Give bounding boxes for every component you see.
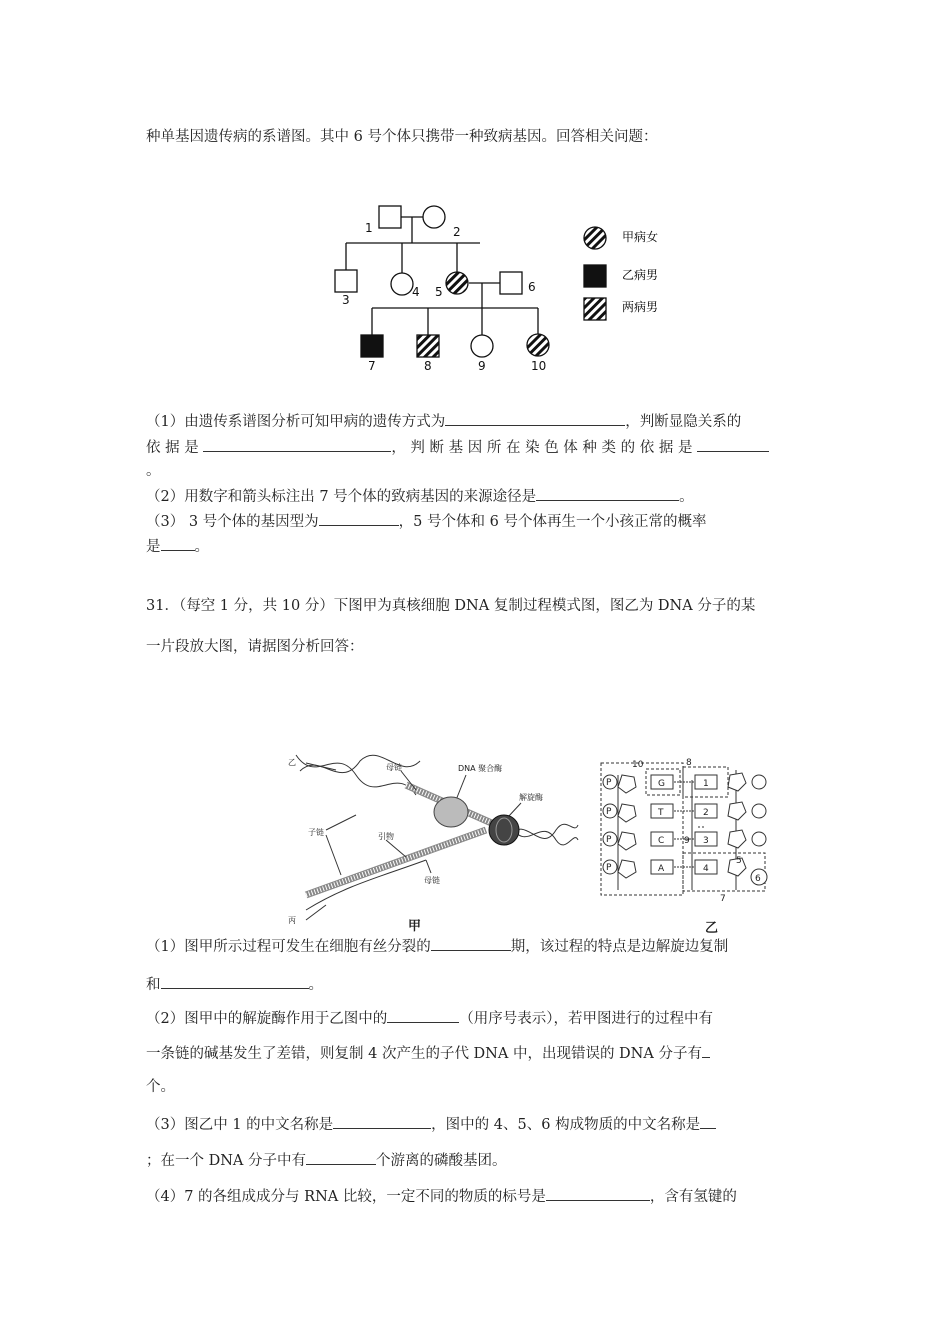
label-5: 5 bbox=[435, 285, 443, 299]
q30-part2: （2）用数字和箭头标注出 7 号个体的致病基因的来源途径是 。 bbox=[146, 486, 694, 507]
blank-q31-3[interactable] bbox=[387, 1008, 459, 1023]
legend-both-male-icon bbox=[584, 298, 606, 320]
yi-num-9: 9 bbox=[684, 836, 690, 846]
blank-q30-5[interactable] bbox=[319, 511, 399, 526]
yi-base-right-1: 1 bbox=[703, 779, 709, 789]
yi-phosphate-3: P bbox=[606, 835, 612, 845]
q31-s4-line1: （4）7 的各组成成分与 RNA 比较，一定不同的物质的标号是 ，含有氢键的 bbox=[146, 1186, 737, 1207]
figure-jia-caption: 甲 bbox=[408, 919, 422, 934]
pedigree-chart bbox=[330, 195, 710, 380]
jia-label-parent-bottom: 母链 bbox=[424, 876, 440, 885]
yi-base-right-3: 3 bbox=[703, 836, 709, 846]
q30-part3-line1: （3） 3 号个体的基因型为 ，5 号个体和 6 号个体再生一个小孩正常的概率 bbox=[146, 511, 706, 532]
jia-label-polymerase: DNA 聚合酶 bbox=[458, 764, 503, 773]
q31-heading-line1: 31．（每空 1 分，共 10 分）下图甲为真核细胞 DNA 复制过程模式图，图乙为 DNA 分子的某 bbox=[146, 598, 756, 614]
blank-q30-6[interactable] bbox=[161, 536, 195, 551]
jia-label-primer: 引物 bbox=[378, 832, 394, 841]
individual-1-male bbox=[379, 206, 401, 228]
individual-9-female bbox=[471, 335, 493, 357]
blank-q30-2[interactable] bbox=[203, 437, 391, 452]
q31-s1-line2: 和 。 bbox=[146, 974, 323, 995]
label-8: 8 bbox=[424, 359, 432, 373]
label-4: 4 bbox=[412, 285, 420, 299]
q31-s3-line1: （3）图乙中 1 的中文名称是 ，图中的 4、5、6 构成物质的中文名称是 bbox=[146, 1114, 716, 1135]
q31-heading-line2: 一片段放大图，请据图分析回答： bbox=[146, 639, 364, 655]
yi-num-5: 5 bbox=[736, 856, 742, 866]
q31-s3-line2: ；在一个 DNA 分子中有 个游离的磷酸基团。 bbox=[146, 1150, 507, 1171]
blank-q31-4[interactable] bbox=[702, 1043, 710, 1058]
intro-line: 种单基因遗传病的系谱图。其中 6 号个体只携带一种致病基因。回答相关问题： bbox=[146, 129, 658, 145]
yi-base-right-2: 2 bbox=[703, 808, 709, 818]
yi-num-7: 7 bbox=[720, 894, 726, 904]
legend-jia-female-icon bbox=[584, 227, 606, 249]
legend-yi-male-icon bbox=[584, 265, 606, 287]
q30-part1-line2: 依 据 是 ， 判 断 基 因 所 在 染 色 体 种 类 的 依 据 是 bbox=[146, 437, 769, 458]
individual-8-both-male bbox=[417, 335, 439, 357]
blank-q31-7[interactable] bbox=[306, 1150, 376, 1165]
label-6: 6 bbox=[528, 280, 536, 294]
figure-yi-dna-fragment bbox=[596, 755, 776, 905]
blank-q31-5[interactable] bbox=[333, 1114, 431, 1129]
jia-label-bing: 丙 bbox=[288, 916, 296, 925]
yi-base-left-3: C bbox=[658, 836, 665, 846]
legend-jia-female-label: 甲病女 bbox=[622, 230, 659, 244]
dna-polymerase-shape bbox=[434, 797, 468, 827]
q30-part1-line1: （1）由遗传系谱图分析可知甲病的遗传方式为 ，判断显隐关系的 bbox=[146, 411, 741, 432]
individual-7-yi-male bbox=[361, 335, 383, 357]
helicase-shape bbox=[489, 815, 519, 845]
yi-num-6: 6 bbox=[755, 874, 761, 884]
q30-part3-line2: 是 。 bbox=[146, 536, 209, 557]
yi-num-8: 8 bbox=[686, 758, 692, 768]
yi-phosphate-1: P bbox=[606, 778, 612, 788]
blank-q30-3[interactable] bbox=[697, 437, 769, 452]
label-9: 9 bbox=[478, 359, 486, 373]
figure-yi-caption: 乙 bbox=[705, 921, 719, 936]
yi-base-right-4: 4 bbox=[703, 864, 709, 874]
individual-6-male bbox=[500, 272, 522, 294]
individual-3-male bbox=[335, 270, 357, 292]
blank-q31-6[interactable] bbox=[700, 1114, 716, 1129]
individual-2-female bbox=[423, 206, 445, 228]
individual-10-jia-female bbox=[527, 334, 549, 356]
yi-base-left-1: G bbox=[658, 779, 665, 789]
jia-label-yi: 乙 bbox=[288, 758, 296, 767]
label-10: 10 bbox=[531, 359, 547, 373]
q31-s1-line1: （1）图甲所示过程可发生在细胞有丝分裂的 期，该过程的特点是边解旋边复制 bbox=[146, 936, 728, 957]
label-2: 2 bbox=[453, 225, 461, 239]
yi-phosphate-4: P bbox=[606, 863, 612, 873]
blank-q31-2[interactable] bbox=[161, 974, 309, 989]
jia-label-helicase: 解旋酶 bbox=[519, 793, 543, 802]
blank-q31-8[interactable] bbox=[546, 1186, 650, 1201]
q31-s2-line3: 个。 bbox=[146, 1079, 175, 1095]
blank-q30-4[interactable] bbox=[536, 486, 679, 501]
label-1: 1 bbox=[365, 221, 373, 235]
label-7: 7 bbox=[368, 359, 376, 373]
jia-label-daughter: 子链 bbox=[308, 828, 324, 837]
individual-4-female bbox=[391, 273, 413, 295]
q31-s2-line2: 一条链的碱基发生了差错，则复制 4 次产生的子代 DNA 中，出现错误的 DNA 分子有 bbox=[146, 1043, 710, 1064]
blank-q30-1[interactable] bbox=[445, 411, 625, 426]
jia-label-parent-top: 母链 bbox=[386, 763, 402, 772]
yi-num-10: 10 bbox=[632, 760, 644, 770]
yi-base-left-2: T bbox=[658, 808, 664, 818]
legend-yi-male-label: 乙病男 bbox=[622, 268, 659, 282]
yi-base-left-4: A bbox=[658, 864, 665, 874]
yi-phosphate-2: P bbox=[606, 807, 612, 817]
blank-q31-1[interactable] bbox=[431, 936, 511, 951]
individual-5-jia-female bbox=[446, 272, 468, 294]
label-3: 3 bbox=[342, 293, 350, 307]
legend-both-male-label: 两病男 bbox=[622, 300, 659, 314]
q30-part1-line3: 。 bbox=[146, 463, 161, 479]
figure-jia-dna-replication bbox=[286, 745, 586, 930]
q31-s2-line1: （2）图甲中的解旋酶作用于乙图中的 （用序号表示），若甲图进行的过程中有 bbox=[146, 1008, 713, 1029]
